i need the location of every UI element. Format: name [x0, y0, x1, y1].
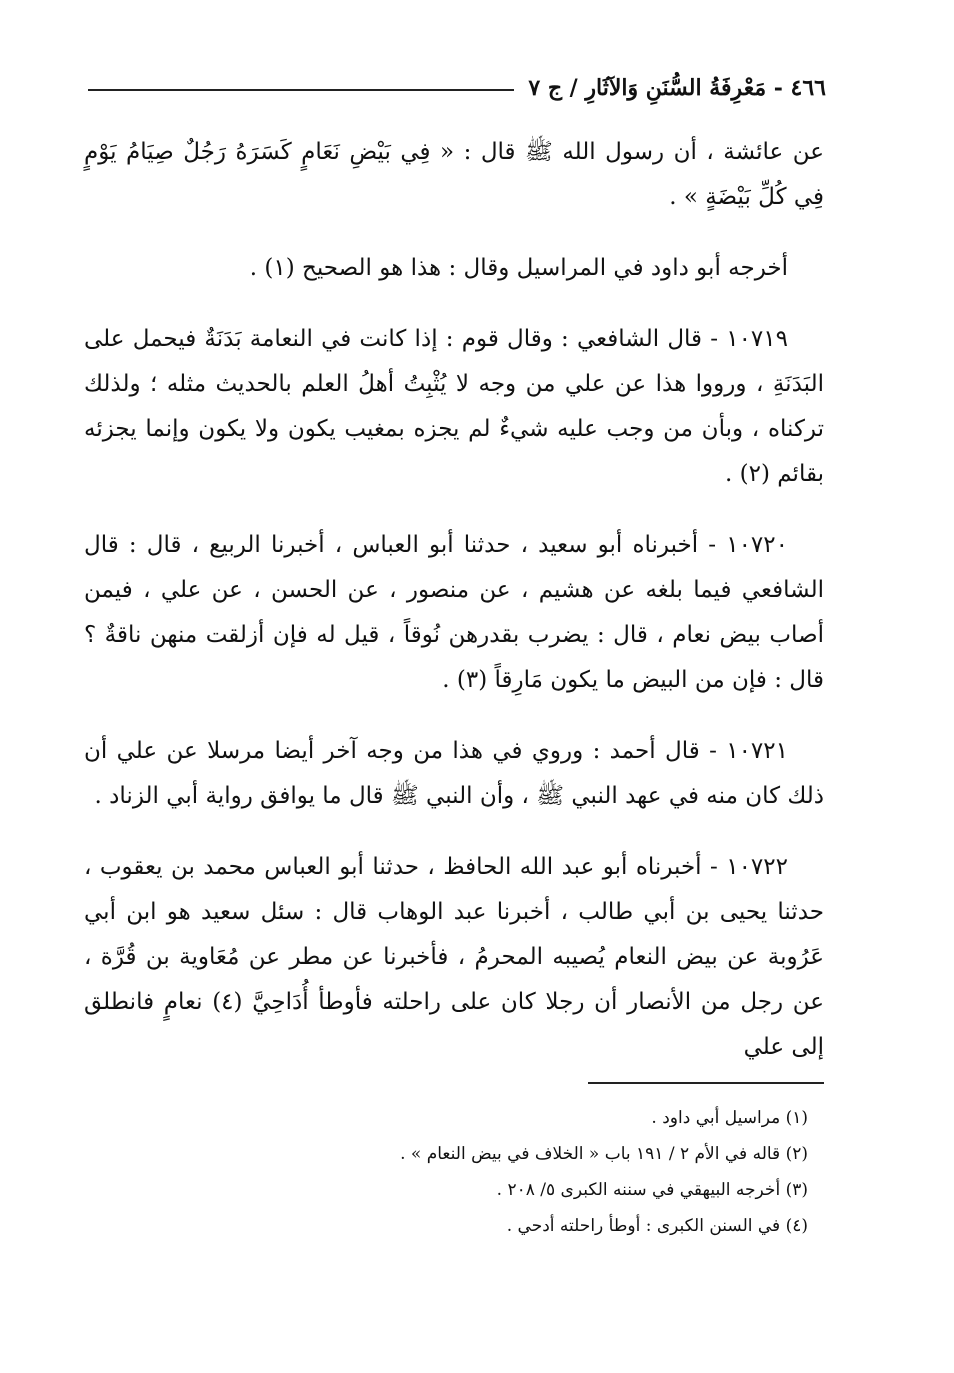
header-rule: [88, 89, 514, 91]
footnote: (٢) قاله في الأم ٢ / ١٩١ باب « الخلاف في بيض النعام » .: [400, 1144, 808, 1164]
footnote: (٣) أخرجه البيهقي في سننه الكبرى ٥/ ٢٠٨ .: [496, 1180, 808, 1200]
paragraph: ١٠٧٢٢ - أخبرناه أبو عبد الله الحافظ ، حدثنا أبو العباس محمد بن يعقوب ، حدثنا يحيى بن أبي طالب ، أخبرنا عبد الوهاب قال : سئل سعيد هو ابن أبي عَرُوبة عن بيض النعام يُصيبه المحرمُ ، فأخبرنا عن مطر عن مُعَاوية بن قُرَّة ، عن رجل من الأنصار أن رجلا كان على راحلته فأوطأ أُدَاحِيَّ (٤) نعامٍ فانطلق إلى علي: [84, 854, 824, 1060]
running-title: ٤٦٦ - مَعْرِفَةُ السُّنَنِ وَالآثَارِ / ج ٧: [528, 75, 826, 101]
paragraph: ١٠٧١٩ - قال الشافعي : وقال قوم : إذا كانت في النعامة بَدَنَةٌ فيحمل على البَدَنَةِ ، ورووا هذا عن علي من وجه لا يُثْبِتُ أهلُ العلم بالحديث مثله ؛ ولذلك تركناه ، وبأن من وجب عليه شيءٌ لم يجزه بمغيب يكون ولا يكون وإنما يجزئه بقائم (٢) .: [84, 326, 824, 487]
footnote: (٤) في السنن الكبرى : أوطأ راحلته أدحي .: [506, 1216, 808, 1236]
paragraph: عن عائشة ، أن رسول الله ﷺ قال : « فِي بَيْضِ نَعَامٍ كَسَرَهُ رَجُلٌ صِيَامُ يَوْمٍ فِي كُلِّ بَيْضَةٍ » .: [84, 139, 824, 210]
footnotes: [200, 1100, 808, 1244]
paragraph: ١٠٧٢٠ - أخبرناه أبو سعيد ، حدثنا أبو العباس ، أخبرنا الربيع ، قال : قال الشافعي فيما بلغه عن هشيم ، عن منصور ، عن الحسن ، عن علي ، فيمن أصاب بيض نعام ، قال : يضرب بقدرهن نُوقاً ، قيل له فإن أزلقت منهن ناقةٌ ؟ قال : فإن من البيض ما يكون مَارِقاً (٣) .: [84, 532, 824, 693]
footnote-separator: [588, 1082, 824, 1084]
main-text: [84, 130, 824, 1096]
paragraph: ١٠٧٢١ - قال أحمد : وروي في هذا من وجه آخر أيضا مرسلا عن علي أن ذلك كان منه في عهد النبي ﷺ ، وأن النبي ﷺ قال ما يوافق رواية أبي الزناد .: [84, 738, 824, 809]
footnote: (١) مراسيل أبي داود .: [651, 1108, 808, 1128]
paragraph: أخرجه أبو داود في المراسيل وقال : هذا هو الصحيح (١) .: [249, 255, 788, 281]
page-header: [88, 68, 826, 108]
